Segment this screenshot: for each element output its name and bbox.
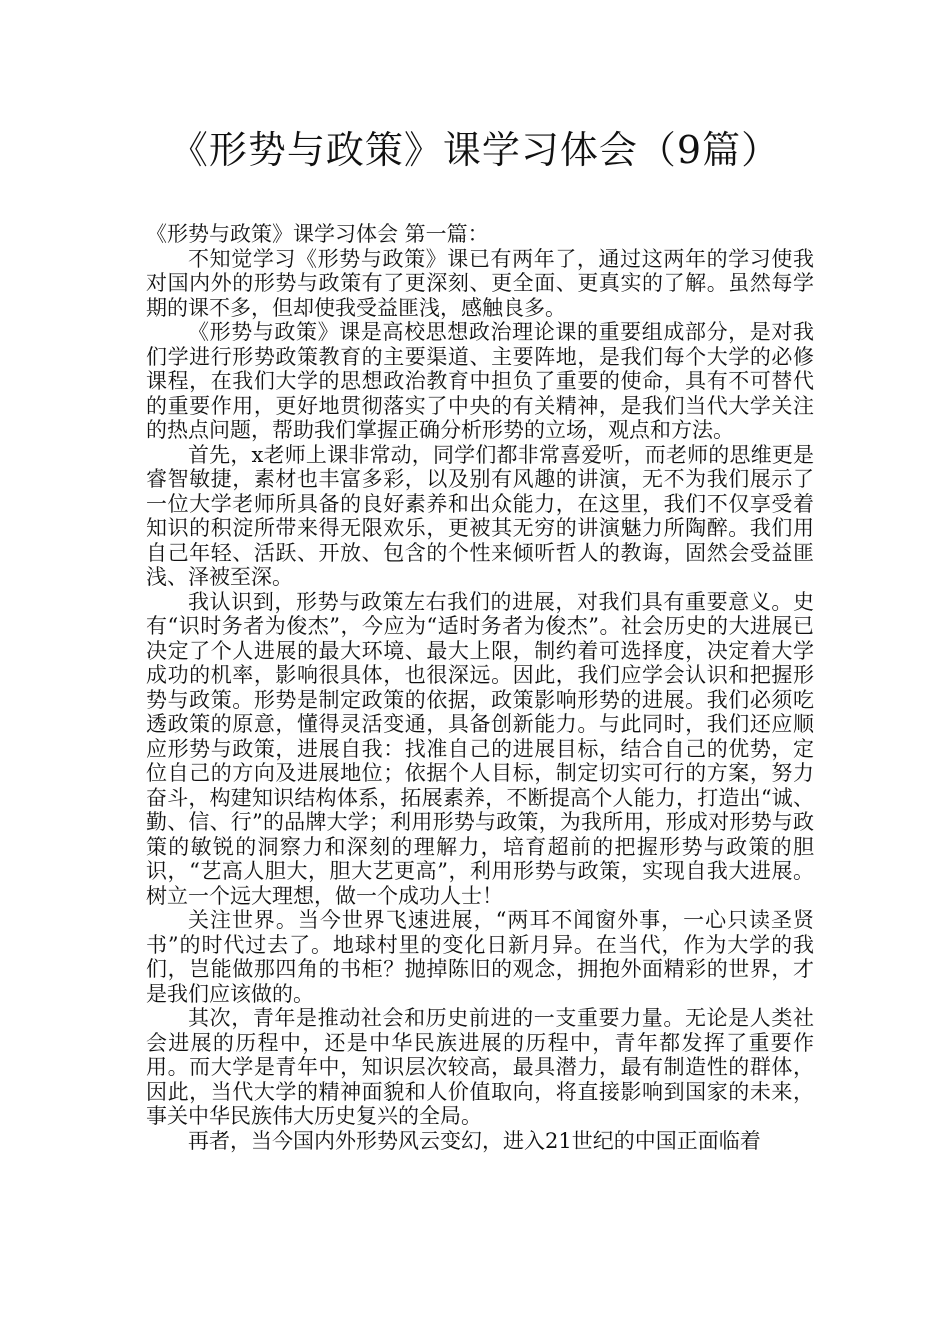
paragraph-1: 不知觉学习《形势与政策》课已有两年了，通过这两年的学习使我对国内外的形势与政策有了更深刻、更全面、更真实的了解。虽然每学期的课不多，但却使我受益匪浅，感触良多。 <box>146 246 814 320</box>
paragraph-6: 其次，青年是推动社会和历史前进的一支重要力量。无论是人类社会进展的历程中，还是中华民族进展的历程中，青年都发挥了重要作用。而大学是青年中，知识层次较高，最具潜力，最有制造性的群体，因此，当代大学的精神面貌和人价值取向，将直接影响到国家的未来，事关中华民族伟大历史复兴的全局。 <box>146 1006 814 1128</box>
document-body <box>146 222 814 1153</box>
paragraph-3: 首先，x老师上课非常动，同学们都非常喜爱听，而老师的思维更是睿智敏捷，素材也丰富多彩，以及别有风趣的讲演，无不为我们展示了一位大学老师所具备的良好素养和出众能力，在这里，我们不仅享受着知识的积淀所带来得无限欢乐，更被其无穷的讲演魅力所陶醉。我们用自己年轻、活跃、开放、包含的个性来倾听哲人的教诲，固然会受益匪浅、泽被至深。 <box>146 442 814 589</box>
paragraph-4: 我认识到，形势与政策左右我们的进展，对我们具有重要意义。史有“识时务者为俊杰”，今应为“适时务者为俊杰”。社会历史的大进展已决定了个人进展的最大环境、最大上限，制约着可选择度，决定着大学成功的机率，影响很具体，也很深远。因此，我们应学会认识和把握形势与政策。形势是制定政策的依据，政策影响形势的进展。我们必须吃透政策的原意，懂得灵活变通，具备创新能力。与此同时，我们还应顺应形势与政策，进展自我：找准自己的进展目标，结合自己的优势，定位自己的方向及进展地位；依据个人目标，制定切实可行的方案，努力奋斗，构建知识结构体系，拓展素养，不断提高个人能力，打造出“诚、勤、信、行”的品牌大学；利用形势与政策，为我所用，形成对形势与政策的敏锐的洞察力和深刻的理解力，培育超前的把握形势与政策的胆识，“艺高人胆大，胆大艺更高”，利用形势与政策，实现自我大进展。树立一个远大理想，做一个成功人士！ <box>146 589 814 908</box>
paragraph-5: 关注世界。当今世界飞速进展，“两耳不闻窗外事，一心只读圣贤书”的时代过去了。地球村里的变化日新月异。在当代，作为大学的我们，岂能做那四角的书柜？抛掉陈旧的观念，拥抱外面精彩的世界，才是我们应该做的。 <box>146 908 814 1006</box>
paragraph-2: 《形势与政策》课是高校思想政治理论课的重要组成部分，是对我们学进行形势政策教育的主要渠道、主要阵地，是我们每个大学的必修课程，在我们大学的思想政治教育中担负了重要的使命，具有不可替代的重要作用，更好地贯彻落实了中央的有关精神，是我们当代大学关注的热点问题，帮助我们掌握正确分析形势的立场，观点和方法。 <box>146 320 814 442</box>
paragraph-7: 再者，当今国内外形势风云变幻，进入21世纪的中国正面临着 <box>188 1128 761 1153</box>
section-heading: 《形势与政策》课学习体会 第一篇： <box>146 222 489 246</box>
document-title: 《形势与政策》课学习体会（9篇） <box>169 128 781 172</box>
